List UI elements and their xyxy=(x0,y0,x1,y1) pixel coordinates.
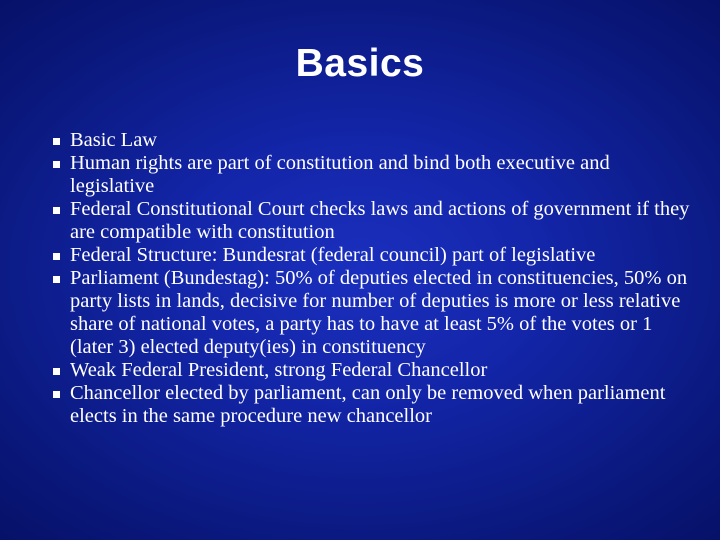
square-bullet-icon xyxy=(53,276,60,283)
square-bullet-icon xyxy=(53,161,60,168)
bullet-item-basic-law xyxy=(50,129,690,152)
bullet-item-constitutional-court xyxy=(50,198,690,244)
bullet-text: Human rights are part of constitution and bind both executive and legislative xyxy=(70,152,610,197)
square-bullet-icon xyxy=(53,138,60,145)
square-bullet-icon xyxy=(53,368,60,375)
bullet-item-parliament xyxy=(50,267,690,359)
square-bullet-icon xyxy=(53,391,60,398)
bullet-list xyxy=(50,129,690,428)
bullet-text: Federal Constitutional Court checks laws and actions of government if they are compatible with constitution xyxy=(70,198,690,243)
bullet-text: Basic Law xyxy=(70,129,158,151)
bullet-item-president-chancellor xyxy=(50,359,690,382)
bullet-text: Federal Structure: Bundesrat (federal council) part of legislative xyxy=(70,244,596,266)
bullet-item-federal-structure xyxy=(50,244,690,267)
bullet-item-human-rights xyxy=(50,152,690,198)
bullet-text: Parliament (Bundestag): 50% of deputies elected in constituencies, 50% on party lists in lands, decisive for number of deputies is more or less relative share of national votes, a party has to have at least 5% of the votes or 1 (later 3) elected deputy(ies) in constituency xyxy=(70,267,688,358)
bullet-text: Weak Federal President, strong Federal Chancellor xyxy=(70,359,488,381)
bullet-item-chancellor-election xyxy=(50,382,690,428)
bullet-text: Chancellor elected by parliament, can only be removed when parliament elects in the same procedure new chancellor xyxy=(70,382,666,427)
slide-title: Basics xyxy=(295,42,425,85)
square-bullet-icon xyxy=(53,253,60,260)
square-bullet-icon xyxy=(53,207,60,214)
